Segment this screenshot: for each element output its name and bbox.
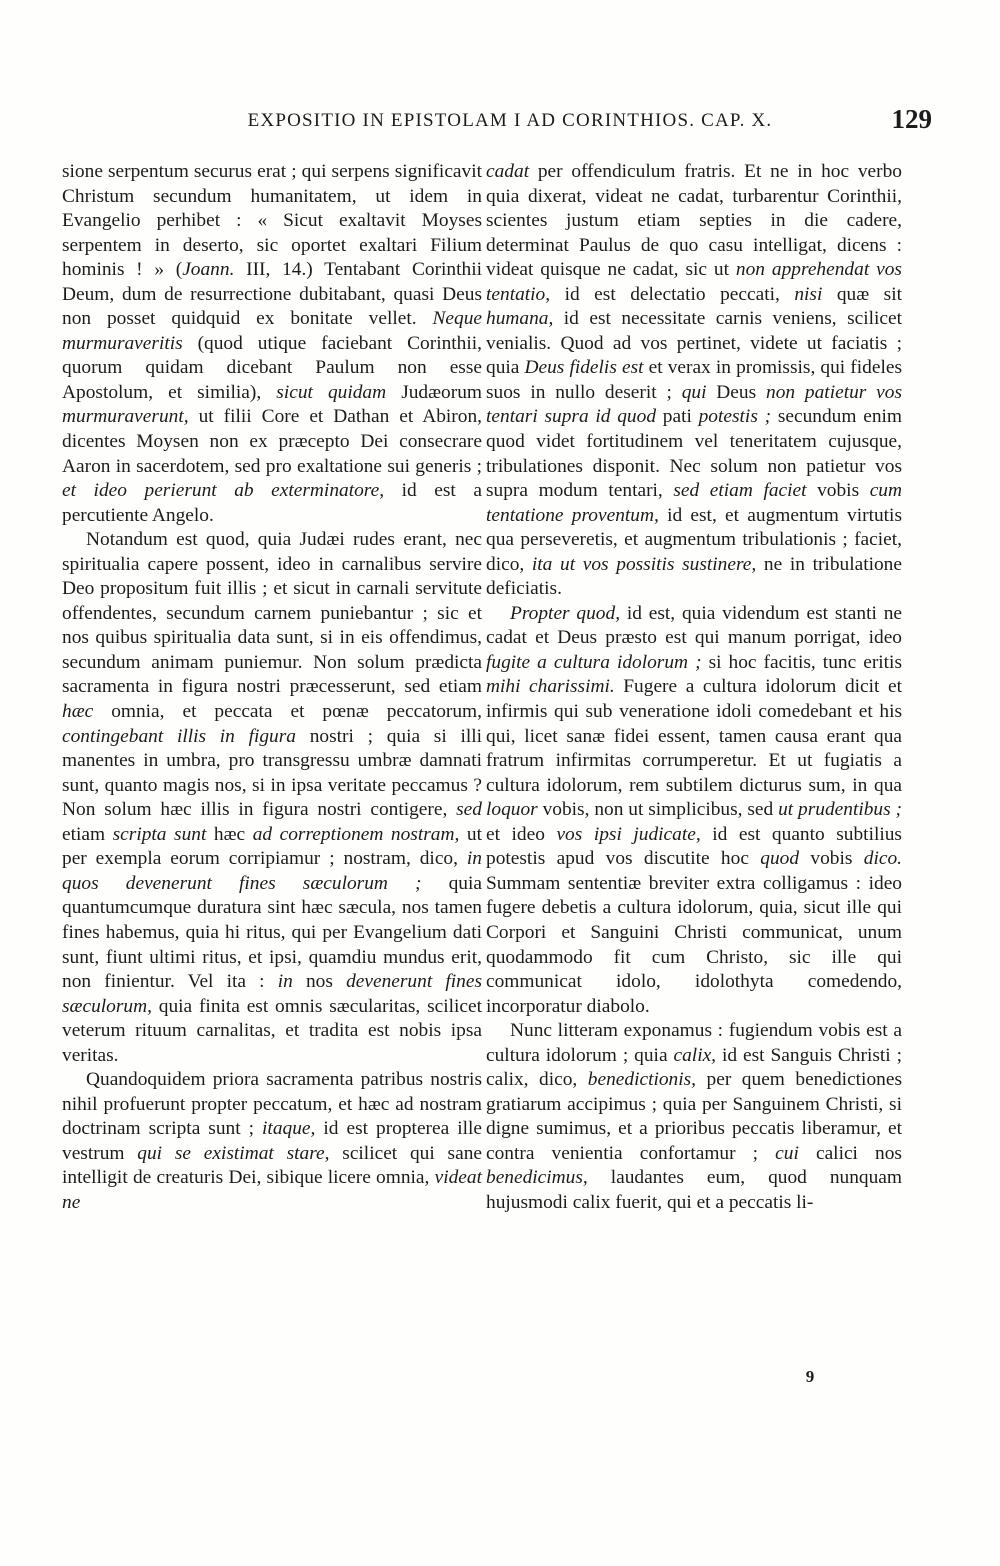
left-column — [62, 160, 482, 1216]
right-column-paragraph: Propter quod, id est, quia videndum est stanti ne cadat et Deus præsto est qui manum porrigat, ideo fugite a cultura idolorum ; si hoc facitis, tunc eritis mihi charissimi. Fugere a cultura idolorum dicit et infirmis qui sub veneratione idoli comedebant et his qui, licet sanæ fidei essent, tamen causa erant qua fratrum infirmitas corrumperetur. Et ut fugiatis a cultura idolorum, rem subtilem dicturus sum, in qua loquor vobis, non ut simplicibus, sed ut prudentibus ; et ideo vos ipsi judicate, id est quanto subtilius potestis apud vos discutite hoc quod vobis dico. Summam sententiæ breviter extra colligamus : ideo fugere debetis a cultura idolorum, quia, sicut ille qui Corpori et Sanguini Christi communicat, unum quodammodo fit cum Christo, sic ille qui communicat idolo, idolothyta comedendo, incorporatur diabolo. — [486, 602, 902, 1017]
right-column-paragraph: Nunc litteram exponamus : fugiendum vobis est a cultura idolorum ; quia calix, id est Sanguis Christi ; calix, dico, benedictionis, per quem benedictiones gratiarum accipimus ; quia per Sanguinem Christi, si digne sumimus, et a prioribus peccatis liberamur, et contra venientia confortamur ; cui calici nos benedicimus, laudantes eum, quod nunquam hujusmodi calix fuerit, qui et a peccatis li- — [486, 1020, 902, 1213]
right-column — [486, 160, 902, 1216]
signature-mark: 9 — [805, 1367, 815, 1386]
left-column-paragraph: sione serpentum securus erat ; qui serpens significavit Christum secundum humanitatem, ut idem in Evangelio perhibet : « Sicut exaltavit Moyses serpentem in deserto, sic oportet exaltari Filium hominis ! » (Joann. III, 14.) Tentabant Corinthii Deum, dum de resurrectione dubitabant, quasi Deus non posset quidquid ex bonitate vellet. Neque murmuraveritis (quod utique faciebant Corinthii, quorum quidam dicebant Paulum non esse Apostolum, et similia), sicut quidam Judæorum murmuraverunt, ut filii Core et Dathan et Abiron, dicentes Moysen non ex præcepto Dei consecrare Aaron in sacerdotem, sed pro exaltatione sui generis ; et ideo perierunt ab exterminatore, id est a percutiente Angelo. — [62, 161, 482, 526]
running-title: EXPOSITIO IN EPISTOLAM I AD CORINTHIOS. CAP. X. — [247, 110, 773, 131]
left-column-paragraph: Notandum est quod, quia Judæi rudes erant, nec spiritualia capere possent, ideo in carnalibus servire Deo propositum fuit illis ; et sicut in carnali servitute offendentes, secundum carnem puniebantur ; sic et nos quibus spiritualia data sunt, si in eis offendimus, secundum animam puniemur. Non solum prædicta sacramenta in figura nostri præcesserunt, sed etiam hæc omnia, et peccata et pœnæ peccatorum, contingebant illis in figura nostri ; quia si illi manentes in umbra, pro transgressu umbræ damnati sunt, quanto magis nos, si in ipsa veritate peccamus ? Non solum hæc illis in figura nostri contigere, sed etiam scripta sunt hæc ad correptionem nostram, ut per exempla eorum corripiamur ; nostram, dico, in quos devenerunt fines sæculorum ; quia quantumcumque duratura sint hæc sæcula, nos tamen fines habemus, quia hi ritus, qui per Evangelium dati sunt, fiunt ultimi ritus, et ipsi, quamdiu mundus erit, non finientur. Vel ita : in nos devenerunt fines sæculorum, quia finita est omnis sæcularitas, scilicet veterum rituum carnalitas, et tradita est nobis ipsa veritas. — [62, 529, 482, 1066]
page-number: 129 — [891, 104, 932, 134]
left-column-paragraph: Quandoquidem priora sacramenta patribus nostris nihil profuerunt propter peccatum, et hæc ad nostram doctrinam scripta sunt ; itaque, id est propterea ille vestrum qui se existimat stare, scilicet qui sane intelligit de creaturis Dei, sibique licere omnia, videat ne — [62, 1069, 482, 1213]
right-column-paragraph: cadat per offendiculum fratris. Et ne in hoc verbo quia dixerat, videat ne cadat, turbarentur Corinthii, scientes justum etiam septies in die cadere, determinat Paulus de quo casu intelligat, dicens : videat quisque ne cadat, sic ut non apprehendat vos tentatio, id est delectatio peccati, nisi quæ sit humana, id est necessitate carnis veniens, scilicet venialis. Quod ad vos pertinet, videte ut faciatis ; quia Deus fidelis est et verax in promissis, qui fideles suos in nullo deserit ; qui Deus non patietur vos tentari supra id quod pati potestis ; secundum enim quod videt fortitudinem vel teneritatem cujusque, tribulationes disponit. Nec solum non patietur vos supra modum tentari, sed etiam faciet vobis cum tentatione proventum, id est, et augmentum virtutis qua perseveretis, et augmentum tribulationis ; faciet, dico, ita ut vos possitis sustinere, ne in tribulatione deficiatis. — [486, 161, 903, 600]
